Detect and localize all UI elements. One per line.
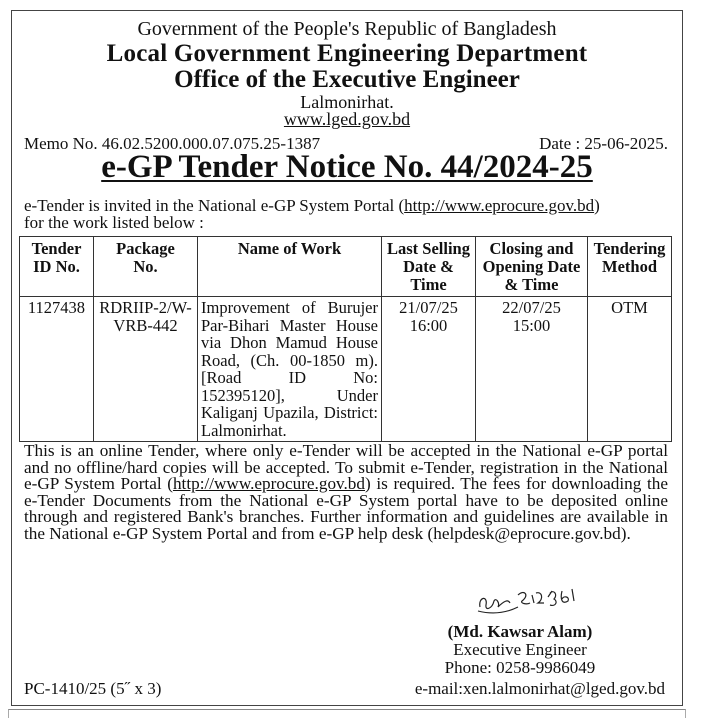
portal-link[interactable]: http://www.eprocure.gov.bd [404, 196, 595, 215]
memo-date: Date : 25-06-2025. [539, 134, 668, 153]
header-text: Opening Date [482, 257, 581, 276]
cell-method: OTM [588, 297, 672, 442]
table-row [20, 297, 672, 442]
table-header-row [20, 237, 672, 297]
cell-text: 22/07/25 [502, 298, 561, 317]
cell-closing-date [476, 297, 588, 442]
notice-title-text: e-GP Tender Notice No. 44/2024-25 [101, 149, 593, 185]
header-text: Date & [403, 257, 454, 276]
website-line [11, 109, 683, 130]
header-text: Package [116, 239, 175, 258]
publication-code: PC-1410/25 (5˝ x 3) [24, 679, 162, 698]
header-tender-id [20, 237, 94, 297]
header-text: Tender [31, 239, 82, 258]
website-link[interactable]: www.lged.gov.bd [283, 109, 411, 129]
government-heading: Government of the People's Republic of Bangladesh [137, 18, 557, 40]
header-text: ID No. [33, 257, 80, 276]
city-heading: Lalmonirhat. [300, 92, 394, 112]
cell-work: Improvement of Burujer Par-Bihari Master House via Dhon Mamud House Road, (Ch. 00-1850 m). [Road ID No: 152395120], Under Kaliganj Upazila, District: Lalmonirhat. [198, 297, 382, 442]
intro-text: e-Tender is invited in the National e-GP System Portal ( [24, 196, 405, 215]
body-paragraph [24, 443, 668, 542]
cell-tender-id: 1127438 [20, 297, 94, 442]
header-work [198, 237, 382, 297]
cell-selling-date [382, 297, 476, 442]
header-text: Time [410, 275, 447, 294]
header-text: Closing and [489, 239, 574, 258]
header-method [588, 237, 672, 297]
handwritten-signature-icon [474, 585, 584, 625]
cell-text: 16:00 [409, 315, 448, 335]
intro-text-end: ) [594, 196, 600, 215]
paragraph-text-end: ) is required. The fees for downloading the e-Tender Documents from the National e-GP System portal have to be deposited online through and registered Bank's branches. Further information and guidelines are available in the National e-GP System Portal and from e-GP help desk (helpdesk@eprocure.gov.bd). [24, 474, 668, 543]
notice-title [11, 149, 683, 186]
cell-text: 21/07/25 [399, 298, 458, 317]
cell-text: 15:00 [512, 315, 551, 335]
intro-line-2: for the work listed below : [24, 213, 204, 232]
header-text: Tendering [593, 239, 666, 258]
memo-number: Memo No. 46.02.5200.000.07.075.25-1387 [24, 134, 321, 153]
header-text: No. [133, 257, 158, 276]
office-heading: Office of the Executive Engineer [174, 66, 520, 93]
department-heading: Local Government Engineering Department [106, 40, 588, 67]
tender-table [19, 236, 672, 442]
header-text: Method [602, 257, 657, 276]
header-text: Name of Work [237, 239, 342, 258]
cell-package [94, 297, 198, 442]
paragraph-text: This is an online Tender, where only e-Tender will be accepted in the National e-GP portal and no offline/hard copies will be accepted. To submit e-Tender, registration in the National e-GP System Portal ( [24, 441, 668, 493]
cell-text: VRB-442 [113, 315, 178, 335]
header-package [94, 237, 198, 297]
header-closing-date [476, 237, 588, 297]
header-text: Last Selling [387, 239, 470, 258]
header-selling-date [382, 237, 476, 297]
signer-title: Executive Engineer [453, 640, 587, 659]
header-text: & Time [504, 275, 559, 294]
portal-link-2[interactable]: http://www.eprocure.gov.bd [172, 474, 365, 493]
signer-email[interactable]: e-mail:xen.lalmonirhat@lged.gov.bd [414, 679, 665, 698]
signer-name: (Md. Kawsar Alam) [447, 622, 593, 641]
signer-phone: Phone: 0258-9986049 [444, 658, 596, 677]
cell-text: RDRIIP-2/W- [99, 298, 192, 317]
